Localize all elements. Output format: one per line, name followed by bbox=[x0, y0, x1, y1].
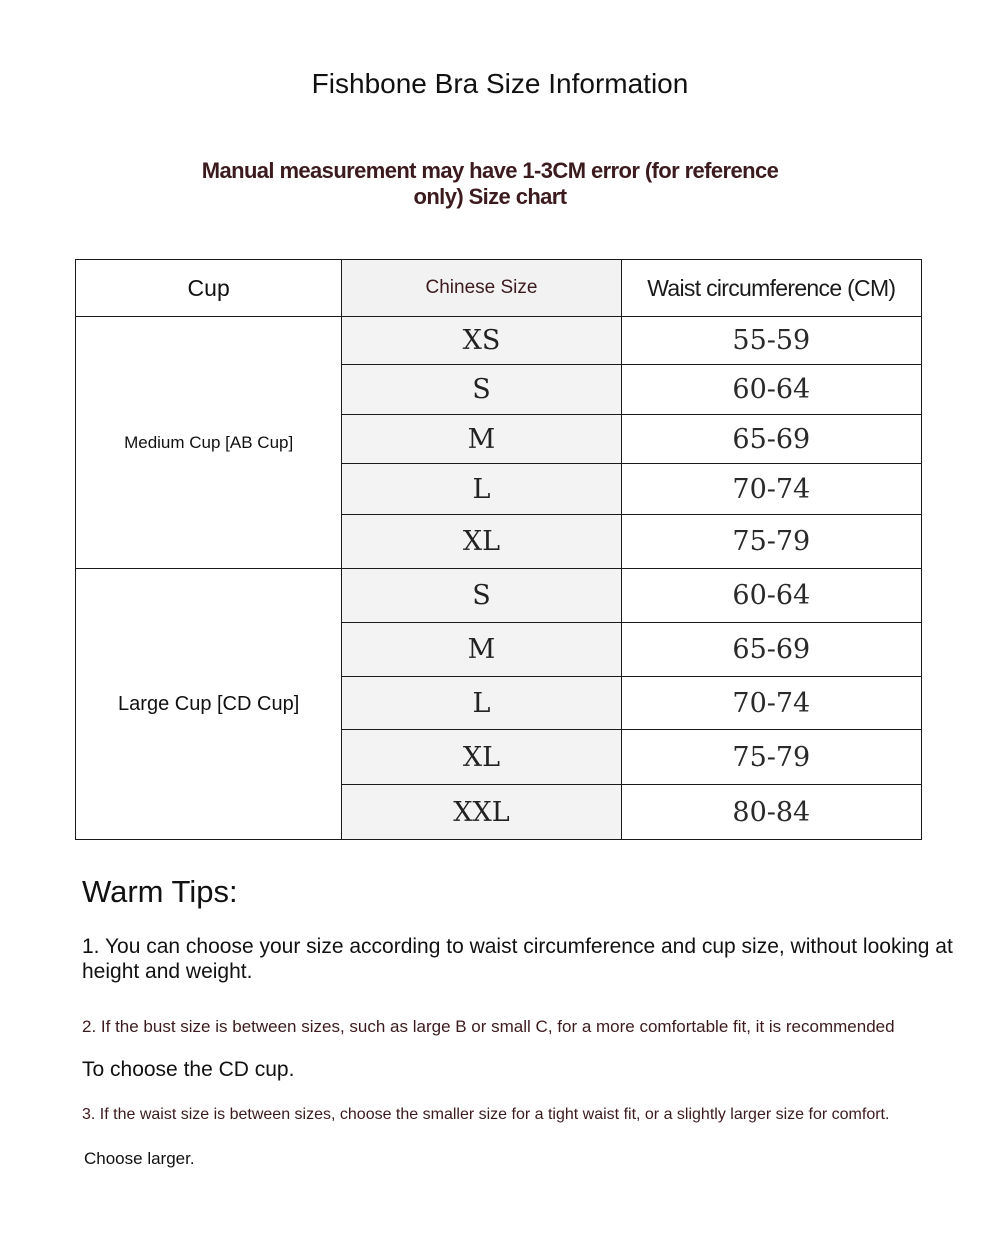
size-cell: L bbox=[342, 677, 621, 730]
waist-cell: 65-69 bbox=[621, 623, 921, 677]
size-cell: XS bbox=[342, 317, 621, 365]
table-row bbox=[76, 317, 922, 365]
size-cell: L bbox=[342, 464, 621, 515]
table-row bbox=[76, 569, 922, 623]
waist-cell: 70-74 bbox=[621, 677, 921, 730]
waist-cell: 60-64 bbox=[621, 569, 921, 623]
size-cell: M bbox=[342, 623, 621, 677]
waist-cell: 65-69 bbox=[621, 415, 921, 464]
header-waist-circumference: Waist circumference (CM) bbox=[621, 260, 921, 317]
tip-3: 3. If the waist size is between sizes, choose the smaller size for a tight waist fit, or a slightly larger size for comfort. bbox=[82, 1106, 890, 1123]
size-cell: S bbox=[342, 365, 621, 415]
size-cell: XL bbox=[342, 515, 621, 569]
size-table bbox=[75, 259, 922, 840]
waist-cell: 55-59 bbox=[621, 317, 921, 365]
waist-cell: 70-74 bbox=[621, 464, 921, 515]
page-title: Fishbone Bra Size Information bbox=[311, 68, 689, 99]
cup-group-large: Large Cup [CD Cup] bbox=[76, 569, 342, 840]
cup-group-medium: Medium Cup [AB Cup] bbox=[76, 317, 342, 569]
table-header-row bbox=[76, 260, 922, 317]
waist-cell: 75-79 bbox=[621, 515, 921, 569]
size-cell: M bbox=[342, 415, 621, 464]
waist-cell: 60-64 bbox=[621, 365, 921, 415]
header-cup: Cup bbox=[76, 260, 342, 317]
measurement-note: Manual measurement may have 1-3CM error (for reference only) Size chart bbox=[201, 158, 779, 209]
tip-2-continuation: To choose the CD cup. bbox=[82, 1058, 295, 1081]
size-cell: S bbox=[342, 569, 621, 623]
tip-1: 1. You can choose your size according to waist circumference and cup size, without looking at height and weight. bbox=[82, 935, 953, 983]
size-cell: XL bbox=[342, 730, 621, 785]
tip-2: 2. If the bust size is between sizes, such as large B or small C, for a more comfortable fit, it is recommended bbox=[82, 1017, 895, 1036]
size-cell: XXL bbox=[342, 785, 621, 840]
waist-cell: 80-84 bbox=[621, 785, 921, 840]
waist-cell: 75-79 bbox=[621, 730, 921, 785]
tip-3-continuation: Choose larger. bbox=[84, 1149, 195, 1168]
warm-tips-heading: Warm Tips: bbox=[82, 874, 238, 909]
header-chinese-size: Chinese Size bbox=[342, 260, 621, 317]
